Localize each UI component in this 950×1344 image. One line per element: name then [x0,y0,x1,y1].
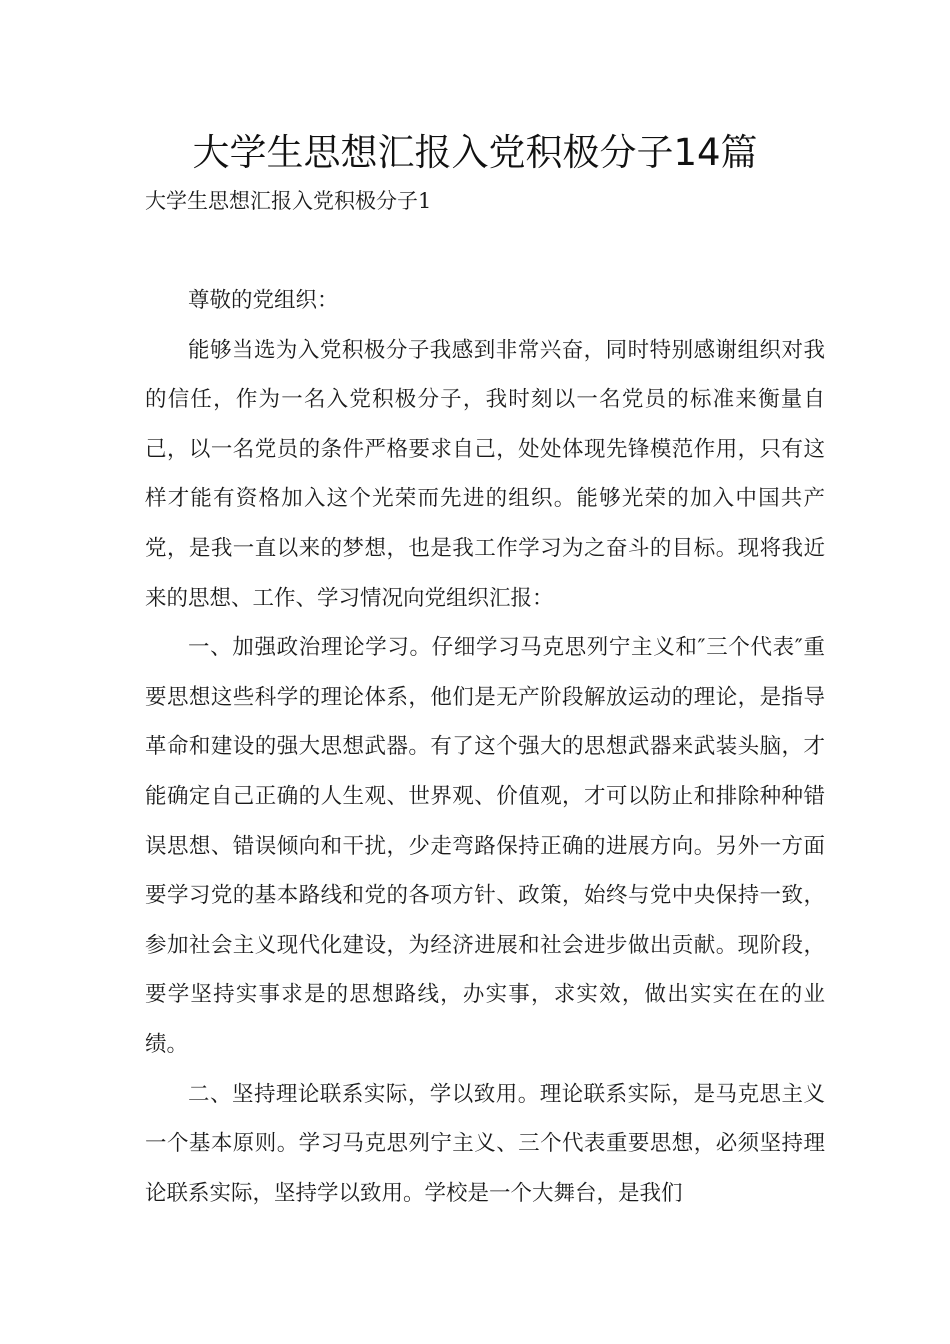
salutation: 尊敬的党组织： [188,288,339,313]
body-paragraph: 一、加强政治理论学习。仔细学习马克思列宁主义和″三个代表″重要思想这些科学的理论体系，他们是无产阶段解放运动的理论，是指导革命和建设的强大思想武器。有了这个强大的思想武器来武装头脑，才能确定自己正确的人生观、世界观、价值观，才可以防止和排除种种错误思想、错误倾向和干扰，少走弯路保持正确的进展方向。另外一方面要学习党的基本路线和党的各项方针、政策，始终与党中央保持一致，参加社会主义现代化建设，为经济进展和社会进步做出贡献。现阶段，要学坚持实事求是的思想路线，办实事，求实效，做出实实在在的业绩。 [145,635,825,1057]
document-subtitle: 大学生思想汇报入党积极分子1 [145,189,432,213]
document-body [145,276,825,1218]
body-paragraph: 能够当选为入党积极分子我感到非常兴奋，同时特别感谢组织对我的信任，作为一名入党积极分子，我时刻以一名党员的标准来衡量自己，以一名党员的条件严格要求自己，处处体现先锋模范作用，只有这样才能有资格加入这个光荣而先进的组织。能够光荣的加入中国共产党，是我一直以来的梦想，也是我工作学习为之奋斗的目标。现将我近来的思想、工作、学习情况向党组织汇报： [145,337,825,611]
body-paragraph: 二、坚持理论联系实际，学以致用。理论联系实际，是马克思主义一个基本原则。学习马克思列宁主义、三个代表重要思想，必须坚持理论联系实际，坚持学以致用。学校是一个大舞台，是我们 [145,1081,825,1206]
document-title: 大学生思想汇报入党积极分子14篇 [192,131,758,174]
